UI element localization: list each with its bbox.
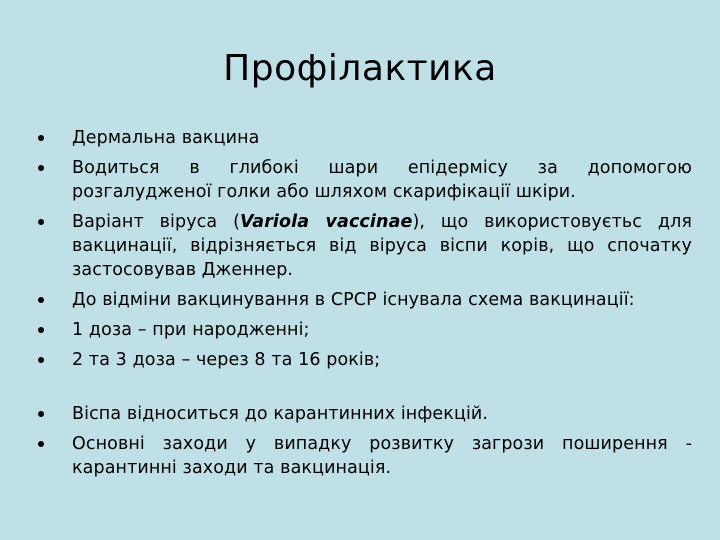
bullet-text: 2 та 3 доза – через 8 та 16 років; [72,350,381,370]
bullet-dot-icon [38,357,44,363]
bullet-dot-icon [38,441,44,447]
bullet-dot-icon [38,135,44,141]
bullet-dot-icon [38,219,44,225]
bullet-text: 1 доза – при народженні; [72,320,310,340]
bullet-text: Дермальна вакцина [72,128,260,148]
bullet-dot-icon [38,411,44,417]
list-item [38,126,692,150]
slide-title: Профілактика [223,48,497,89]
list-item [38,432,692,480]
bullet-dot-icon [38,327,44,333]
list-item [38,210,692,282]
bullet-dot-icon [38,165,44,171]
bullet-text-pre: Варіант віруса ( [72,212,240,232]
list-item [38,348,692,372]
bullet-text-post: ), що використовуєтьс для вакцинації, відрізняється від віруса віспи корів, що спочатку застосовував Дженнер. [72,212,692,280]
bullet-text: До відміни вакцинування в СРСР існувала схема вакцинації: [72,290,635,310]
bullet-text: Основні заходи у випадку розвитку загрози поширення - карантинні заходи та вакцинація. [72,434,692,478]
bullet-text: Віспа відноситься до карантинних інфекцій. [72,404,489,424]
list-item [38,402,692,426]
list-item [38,156,692,204]
bullet-text: Водиться в глибокі шари епідермісу за допомогою розгалудженої голки або шляхом скарифікації шкіри. [72,158,692,202]
virus-name: Variola vaccinae [240,212,413,232]
list-item [38,318,692,342]
bullet-list [38,126,692,486]
bullet-dot-icon [38,297,44,303]
list-item [38,288,692,312]
